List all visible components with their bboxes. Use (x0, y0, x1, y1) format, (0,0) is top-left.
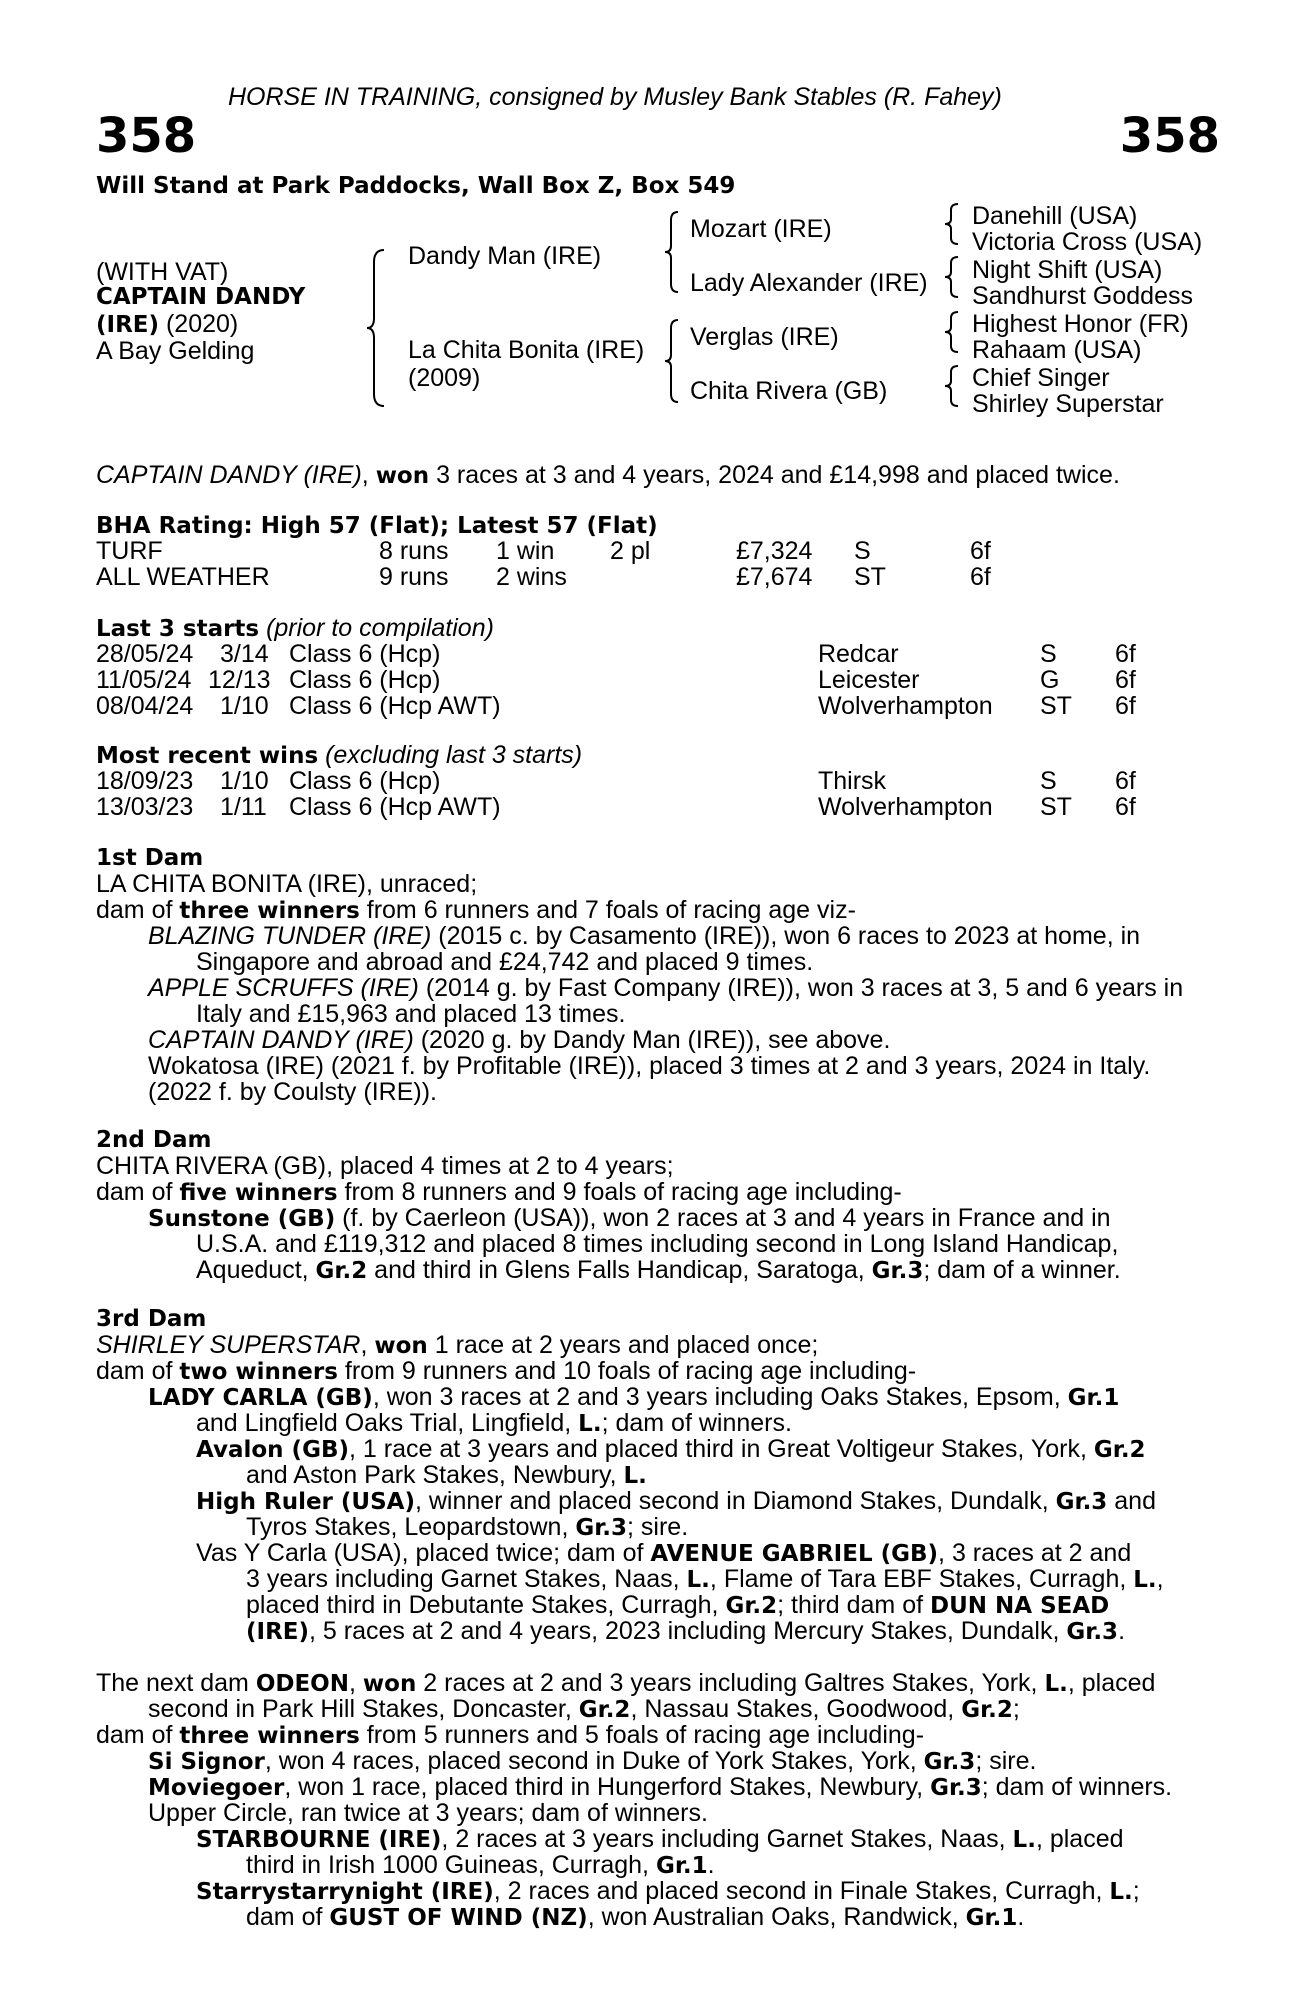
start-going: S (1040, 640, 1057, 668)
next-dam-produce-starrystarrynight-cont (246, 1904, 1024, 1931)
dam2-heading: 2nd Dam (96, 1127, 212, 1153)
produce-name: Si Signor (148, 1749, 265, 1775)
rating-runs: 9 runs (379, 563, 449, 591)
grade: L. (1044, 1671, 1068, 1697)
grade: Gr.1 (1067, 1385, 1120, 1411)
lot-number-right: 358 (1119, 108, 1220, 164)
produce-name: AVENUE GABRIEL (GB) (650, 1541, 939, 1567)
text: dam of (246, 1903, 330, 1931)
text: from 8 runners and 9 foals of racing age including- (337, 1178, 902, 1206)
dam1-produce-2 (148, 975, 1183, 1001)
win-distance: 6f (1115, 767, 1136, 795)
rating-prize: £7,674 (736, 563, 813, 591)
rating-heading: BHA Rating: High 57 (Flat); Latest 57 (Flat) (96, 513, 658, 539)
dam-name: SHIRLEY SUPERSTAR (96, 1331, 361, 1359)
dam2-line2 (96, 1179, 902, 1206)
text: second in Park Hill Stakes, Doncaster, (148, 1695, 579, 1723)
grade: L. (623, 1463, 647, 1489)
start-position: 3/14 (220, 640, 269, 668)
pedigree-dam-year: (2009) (408, 364, 481, 392)
pedigree-brace-dam (664, 318, 680, 404)
text: (2020 g. by Dandy Man (IRE)), see above. (413, 1026, 891, 1054)
win-distance: 6f (1115, 793, 1136, 821)
start-course: Leicester (818, 666, 920, 694)
next-dam-line2 (148, 1696, 1020, 1723)
next-dam-produce-moviegoer (148, 1774, 1172, 1801)
text: , (1156, 1565, 1164, 1593)
text: , Flame of Tara EBF Stakes, Curragh, (709, 1565, 1134, 1593)
pedigree-sire: Dandy Man (IRE) (408, 242, 602, 270)
dam3-produce-vas-y-carla-cont3 (246, 1618, 1125, 1645)
text: , 2 races at 3 years including Garnet Stakes, Naas, (441, 1825, 1013, 1853)
race-summary: CAPTAIN DANDY (IRE), won 3 races at 3 and 4 years, 2024 and £14,998 and placed twice. (96, 461, 1120, 489)
dam2-line1: CHITA RIVERA (GB), placed 4 times at 2 to 4 years; (96, 1152, 674, 1180)
text: (2015 c. by Casamento (IRE)), won 6 races to 2023 at home, in (431, 922, 1141, 950)
text: 1 race at 2 years and placed once; (427, 1331, 819, 1359)
dam3-produce-high-ruler (196, 1488, 1156, 1515)
win-date: 13/03/23 (96, 793, 194, 821)
summary-text: 3 races at 3 and 4 years, 2024 and £14,998 and placed twice. (429, 461, 1120, 489)
next-dam-produce-upper-circle: Upper Circle, ran twice at 3 years; dam of winners. (148, 1799, 708, 1827)
pedigree-g7: Chief Singer (972, 364, 1110, 392)
horse-year: (2020) (159, 310, 239, 338)
produce-name: CAPTAIN DANDY (IRE) (148, 1026, 414, 1054)
start-distance: 6f (1115, 640, 1136, 668)
dam3-produce-lady-carla (148, 1384, 1119, 1411)
text: , 5 races at 2 and 4 years, 2023 including Mercury Stakes, Dundalk, (309, 1617, 1067, 1645)
win-course: Wolverhampton (818, 793, 993, 821)
dam1-produce-1-cont: Singapore and abroad and £24,742 and placed 9 times. (196, 948, 814, 976)
next-dam-produce-starbourne-cont (246, 1852, 715, 1879)
start-date: 08/04/24 (96, 692, 194, 720)
produce-name: LADY CARLA (GB) (148, 1385, 373, 1411)
rating-going: S (854, 537, 871, 565)
text: , won 4 races, placed second in Duke of York Stakes, York, (264, 1747, 924, 1775)
text: , 2 races and placed second in Finale Stakes, Curragh, (493, 1877, 1110, 1905)
dam3-produce-vas-y-carla-cont1 (246, 1566, 1164, 1593)
start-date: 11/05/24 (96, 666, 192, 694)
recent-wins-title: Most recent wins (96, 743, 319, 769)
won: won (374, 1333, 428, 1359)
text: , (348, 1669, 363, 1697)
start-position: 1/10 (220, 692, 269, 720)
win-race-class: Class 6 (Hcp AWT) (289, 793, 501, 821)
produce-name: GUST OF WIND (NZ) (329, 1905, 588, 1931)
produce-name: Sunstone (GB) (148, 1206, 336, 1232)
produce-name: Avalon (GB) (196, 1437, 349, 1463)
summary-won: won (375, 463, 430, 489)
last-starts-title: Last 3 starts (96, 616, 260, 642)
pedigree-g6: Rahaam (USA) (972, 336, 1142, 364)
pedigree-dam: La Chita Bonita (IRE) (408, 336, 645, 364)
win-position: 1/11 (220, 793, 267, 821)
rating-distance: 6f (970, 563, 991, 591)
pedigree-brace-g1 (944, 202, 960, 246)
win-going: ST (1040, 793, 1072, 821)
grade: Gr.3 (1066, 1619, 1119, 1645)
recent-wins-heading (96, 742, 582, 769)
dam1-produce-4: Wokatosa (IRE) (2021 f. by Profitable (IRE)), placed 3 times at 2 and 3 years, 2024 in Italy. (148, 1052, 1151, 1080)
grade: Gr.1 (965, 1905, 1018, 1931)
start-race-class: Class 6 (Hcp AWT) (289, 692, 501, 720)
text: dam of (96, 1357, 180, 1385)
rating-wins: 1 win (496, 537, 555, 565)
produce-name: Moviegoer (148, 1775, 285, 1801)
pedigree-g1: Danehill (USA) (972, 202, 1138, 230)
text: placed third in Debutante Stakes, Curragh, (246, 1591, 726, 1619)
win-date: 18/09/23 (96, 767, 194, 795)
text: ; dam of a winner. (923, 1256, 1121, 1284)
text: and Aston Park Stakes, Newbury, (246, 1461, 624, 1489)
dam3-produce-lady-carla-cont (196, 1410, 792, 1437)
start-going: G (1040, 666, 1060, 694)
grade: Gr.2 (578, 1697, 631, 1723)
win-race-class: Class 6 (Hcp) (289, 767, 441, 795)
next-dam-line3 (96, 1722, 924, 1749)
text: ; third dam of (777, 1591, 930, 1619)
text: from 5 runners and 5 foals of racing age including- (359, 1721, 925, 1749)
text: ; (1132, 1877, 1140, 1905)
dam3-produce-avalon-cont (246, 1462, 647, 1489)
pedigree-g8: Shirley Superstar (972, 390, 1164, 418)
grade: Gr.3 (871, 1258, 924, 1284)
produce-name: BLAZING TUNDER (IRE) (148, 922, 432, 950)
grade: Gr.2 (1093, 1437, 1146, 1463)
rating-surface: ALL WEATHER (96, 563, 270, 591)
text: and third in Glens Falls Handicap, Saratoga, (367, 1256, 872, 1284)
dam1-produce-3 (148, 1027, 890, 1053)
grade: Gr.3 (930, 1775, 982, 1801)
text: and (1107, 1487, 1156, 1515)
dam3-produce-vas-y-carla-cont2 (246, 1592, 1109, 1619)
lot-number-left: 358 (96, 108, 197, 164)
text: , won 1 race, placed third in Hungerford Stakes, Newbury, (284, 1773, 931, 1801)
pedigree-brace-g3 (944, 310, 960, 354)
produce-name: High Ruler (USA) (196, 1489, 415, 1515)
won: won (362, 1671, 417, 1697)
pedigree-dam-dam: Chita Rivera (GB) (690, 377, 888, 405)
dam1-produce-2-cont: Italy and £15,963 and placed 13 times. (196, 1000, 626, 1028)
text: , (360, 1331, 375, 1359)
text: (2014 g. by Fast Company (IRE)), won 3 races at 3, 5 and 6 years in (418, 974, 1184, 1002)
dam3-line1 (96, 1332, 818, 1359)
text: , placed (1067, 1669, 1156, 1697)
dam3-line2 (96, 1358, 916, 1385)
dam1-line1: LA CHITA BONITA (IRE), unraced; (96, 870, 478, 898)
winners-count: three winners (179, 898, 360, 924)
text: Vas Y Carla (USA), placed twice; dam of (196, 1539, 651, 1567)
text: from 9 runners and 10 foals of racing age including- (337, 1357, 917, 1385)
stand-line: Will Stand at Park Paddocks, Wall Box Z, Box 549 (96, 173, 736, 199)
pedigree-brace-g4 (944, 364, 960, 408)
grade: Gr.3 (1055, 1489, 1108, 1515)
start-date: 28/05/24 (96, 640, 194, 668)
horse-description: A Bay Gelding (96, 337, 255, 365)
horse-name: CAPTAIN DANDY (96, 284, 306, 310)
next-dam-produce-starrystarrynight (196, 1878, 1140, 1905)
start-race-class: Class 6 (Hcp) (289, 666, 441, 694)
win-course: Thirsk (818, 767, 887, 795)
dam1-heading: 1st Dam (96, 845, 204, 871)
text: dam of (96, 1178, 180, 1206)
pedigree-brace-g2 (944, 255, 960, 299)
next-dam-line1 (96, 1670, 1155, 1697)
grade: L. (1109, 1879, 1133, 1905)
text: , winner and placed second in Diamond Stakes, Dundalk, (414, 1487, 1056, 1515)
last-starts-heading (96, 615, 494, 642)
rating-distance: 6f (970, 537, 991, 565)
grade: L. (578, 1411, 602, 1437)
start-race-class: Class 6 (Hcp) (289, 640, 441, 668)
grade: Gr.3 (923, 1749, 976, 1775)
start-position: 12/13 (208, 666, 271, 694)
start-course: Redcar (818, 640, 899, 668)
dam1-produce-5: (2022 f. by Coulsty (IRE)). (148, 1078, 437, 1106)
next-dam-produce-si-signor (148, 1748, 1036, 1775)
text: ; sire. (627, 1513, 689, 1541)
last-starts-note: (prior to compilation) (259, 614, 494, 642)
rating-placed: 2 pl (610, 537, 651, 565)
grade: L. (1012, 1827, 1036, 1853)
text: dam of (96, 896, 180, 924)
produce-name: (IRE) (246, 1619, 310, 1645)
text: (f. by Caerleon (USA)), won 2 races at 3 and 4 years in France and in (335, 1204, 1111, 1232)
text: 2 races at 2 and 3 years including Galtres Stakes, York, (416, 1669, 1045, 1697)
produce-name: DUN NA SEAD (930, 1593, 1110, 1619)
pedigree-brace-main (366, 248, 386, 408)
pedigree-g4: Sandhurst Goddess (972, 282, 1193, 310)
start-course: Wolverhampton (818, 692, 993, 720)
next-dam-produce-starbourne (196, 1826, 1124, 1853)
rating-wins: 2 wins (496, 563, 567, 591)
pedigree-dam-sire: Verglas (IRE) (690, 323, 839, 351)
rating-surface: TURF (96, 537, 163, 565)
pedigree-sire-sire: Mozart (IRE) (690, 215, 832, 243)
text: , 1 race at 3 years and placed third in Great Voltigeur Stakes, York, (349, 1435, 1094, 1463)
horse-name-country-year (96, 311, 238, 338)
dam3-produce-high-ruler-cont (246, 1514, 688, 1541)
text: . (1118, 1617, 1126, 1645)
pedigree-g2: Victoria Cross (USA) (972, 228, 1203, 256)
text: 3 years including Garnet Stakes, Naas, (246, 1565, 687, 1593)
dam3-heading: 3rd Dam (96, 1306, 207, 1332)
recent-wins-note: (excluding last 3 starts) (318, 741, 583, 769)
rating-prize: £7,324 (736, 537, 813, 565)
grade: Gr.2 (961, 1697, 1013, 1723)
pedigree-brace-sire (664, 210, 680, 294)
consignor-line: HORSE IN TRAINING, consigned by Musley Bank Stables (R. Fahey) (228, 83, 1002, 111)
dam2-produce-1-cont2 (196, 1257, 1121, 1284)
text: ; dam of winners. (601, 1409, 792, 1437)
grade: L. (1133, 1567, 1157, 1593)
dam1-line2 (96, 897, 856, 924)
text: ; sire. (975, 1747, 1037, 1775)
grade: Gr.1 (655, 1853, 708, 1879)
grade: L. (686, 1567, 710, 1593)
pedigree-g3: Night Shift (USA) (972, 256, 1163, 284)
grade: Gr.3 (575, 1515, 628, 1541)
dam1-produce-1 (148, 923, 1140, 949)
win-position: 1/10 (220, 767, 269, 795)
pedigree-g5: Highest Honor (FR) (972, 310, 1189, 338)
summary-horse-name: CAPTAIN DANDY (IRE) (96, 461, 362, 489)
produce-name: APPLE SCRUFFS (IRE) (148, 974, 419, 1002)
text: dam of (96, 1721, 180, 1749)
text: ; (1012, 1695, 1020, 1723)
text: Tyros Stakes, Leopardstown, (246, 1513, 576, 1541)
text: The next dam (96, 1669, 256, 1697)
dam3-produce-avalon (196, 1436, 1146, 1463)
dam2-produce-1-cont: U.S.A. and £119,312 and placed 8 times including second in Long Island Handicap, (196, 1230, 1119, 1258)
produce-name: Starrystarrynight (IRE) (196, 1879, 494, 1905)
start-distance: 6f (1115, 666, 1136, 694)
winners-count: five winners (179, 1180, 338, 1206)
text: , placed (1035, 1825, 1124, 1853)
text: from 6 runners and 7 foals of racing age viz- (359, 896, 856, 924)
grade: Gr.2 (725, 1593, 778, 1619)
pedigree-sire-dam: Lady Alexander (IRE) (690, 269, 928, 297)
text: . (1017, 1903, 1025, 1931)
rating-runs: 8 runs (379, 537, 449, 565)
dam3-produce-vas-y-carla (196, 1540, 1131, 1567)
winners-count: two winners (179, 1359, 338, 1385)
text: and Lingfield Oaks Trial, Lingfield, (196, 1409, 579, 1437)
text: Aqueduct, (196, 1256, 316, 1284)
produce-name: STARBOURNE (IRE) (196, 1827, 442, 1853)
text: ; dam of winners. (981, 1773, 1173, 1801)
start-distance: 6f (1115, 692, 1136, 720)
horse-country: (IRE) (96, 312, 160, 338)
rating-going: ST (854, 563, 886, 591)
start-going: ST (1040, 692, 1072, 720)
text: , 3 races at 2 and (938, 1539, 1132, 1567)
text: , won 3 races at 2 and 3 years including Oaks Stakes, Epsom, (372, 1383, 1068, 1411)
text: , won Australian Oaks, Randwick, (587, 1903, 966, 1931)
dam-name: ODEON (255, 1671, 349, 1697)
text: , Nassau Stakes, Goodwood, (630, 1695, 962, 1723)
text: third in Irish 1000 Guineas, Curragh, (246, 1851, 656, 1879)
win-going: S (1040, 767, 1057, 795)
dam2-produce-1 (148, 1205, 1111, 1232)
vat-label: (WITH VAT) (96, 258, 229, 286)
grade: Gr.2 (315, 1258, 368, 1284)
winners-count: three winners (179, 1723, 360, 1749)
text: . (707, 1851, 715, 1879)
